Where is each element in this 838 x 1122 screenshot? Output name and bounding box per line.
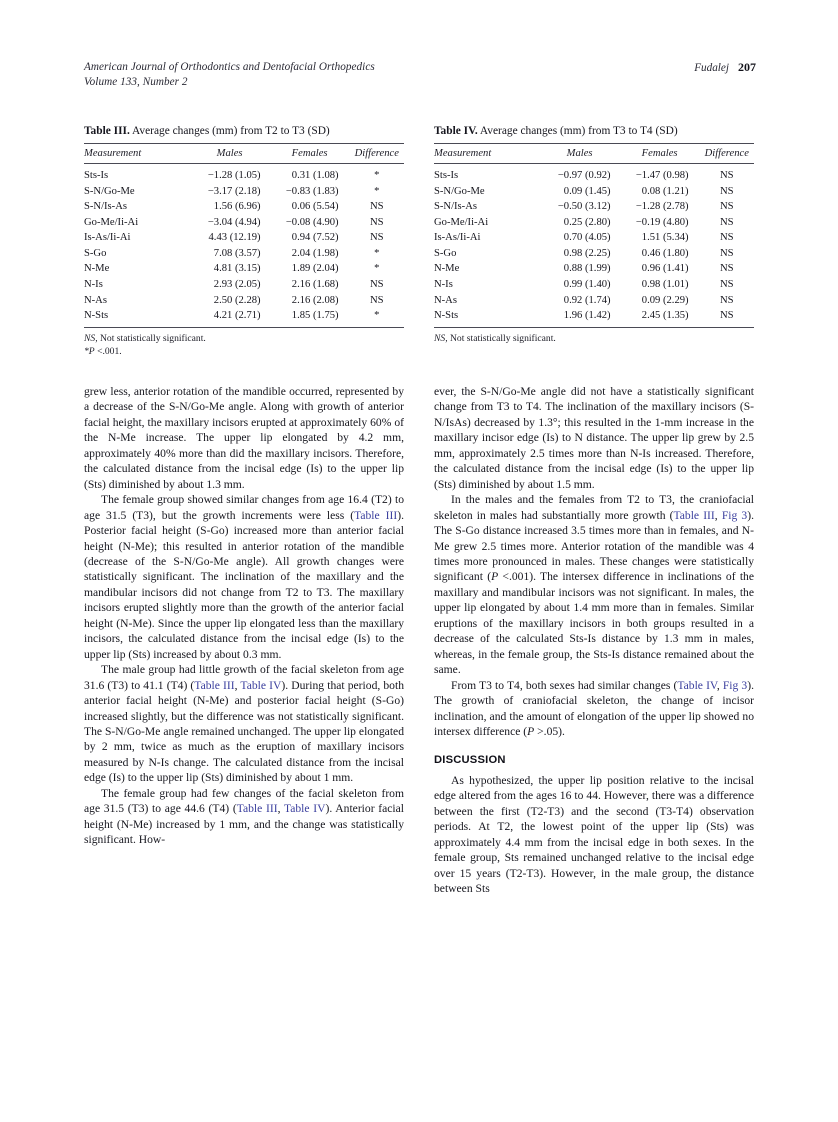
table-3-title: Average changes (mm) from T2 to T3 (SD) [132, 125, 330, 137]
cell-males [540, 246, 620, 262]
paragraph-text: , [234, 678, 241, 692]
paragraph-text: ). Anterior facial height (N-Me) increased by 1 mm, and the change was statistically significant. How- [84, 802, 404, 847]
footnote-ns-text: Not statistically significant. [447, 333, 556, 345]
table-3-col-males: Males [190, 144, 270, 164]
cell-females [270, 261, 350, 277]
cell-males-value: 0.25 (2.80) [563, 216, 611, 228]
paragraph-text: The female group had few changes of the facial skeleton from age 31.5 (T3) to age 44.6 (T4) ( [84, 786, 404, 816]
cell-females [270, 199, 350, 215]
cell-measurement: N-Me [84, 263, 110, 275]
cell-males [190, 308, 270, 328]
table-3-label: Table III. [84, 125, 130, 137]
paragraph-text: The male group had little growth of the facial skeleton from age 31.6 (T3) to 41.1 (T4) ( [84, 663, 404, 692]
stat-symbol-p: P [491, 570, 499, 584]
cell-difference: NS [720, 247, 734, 259]
paragraph-text: ). The growth of craniofacial skeleton, the change of incisor inclination, and the amount of elongation of the upper lip showed no intersex difference ( [434, 678, 754, 738]
cell-males-value: 0.92 (1.74) [563, 294, 611, 306]
table-4-body [434, 164, 754, 328]
table-4-caption [434, 124, 754, 138]
table-3-head [84, 144, 404, 164]
cell-difference: NS [720, 201, 734, 213]
cell-males [540, 164, 620, 184]
cell-males-value: 0.70 (4.05) [563, 232, 611, 244]
cell-males [540, 308, 620, 328]
table-3 [84, 124, 404, 358]
paragraph-text: >.05). [534, 724, 565, 738]
cell-difference: NS [370, 216, 384, 228]
cell-measurement: S-N/Is-As [434, 201, 477, 213]
cell-males [540, 215, 620, 231]
table-4-header-row [434, 144, 754, 164]
cell-females-value: 0.94 (7.52) [291, 232, 339, 244]
cell-males [540, 183, 620, 199]
cell-females [620, 292, 700, 308]
cell-males [540, 277, 620, 293]
cell-measurement: N-Is [84, 279, 103, 291]
running-head-journal-block [84, 60, 375, 90]
cell-males-value: 1.56 (6.96) [213, 201, 261, 213]
author-name: Fudalej [694, 62, 729, 74]
cell-difference: NS [370, 232, 384, 244]
paragraph [84, 786, 404, 848]
cell-females-value: 0.46 (1.80) [641, 247, 689, 259]
cell-difference: NS [720, 170, 734, 181]
table-row [84, 215, 404, 231]
cell-females [620, 164, 700, 184]
cell-females-value: 0.09 (2.29) [641, 294, 689, 306]
cell-difference: NS [720, 294, 734, 306]
cell-males [190, 164, 270, 184]
table-3-caption [84, 124, 404, 138]
cell-females-value: 0.96 (1.41) [641, 263, 689, 275]
volume-issue: Volume 133, Number 2 [84, 76, 188, 88]
cell-females [620, 215, 700, 231]
cell-males [540, 261, 620, 277]
cell-females [620, 199, 700, 215]
cell-females [270, 183, 350, 199]
paragraph [434, 678, 754, 740]
body-column-right [434, 384, 754, 897]
table-4-col-females: Females [620, 144, 700, 164]
footnote-ns-abbrev: NS, [84, 333, 98, 345]
xref-table-4[interactable]: Table IV [677, 678, 717, 692]
cell-females-value: 2.16 (1.68) [291, 279, 339, 291]
cell-males [540, 199, 620, 215]
cell-measurement: Sts-Is [84, 170, 109, 181]
cell-females-value: −0.19 (4.80) [635, 216, 689, 228]
cell-males-value: 0.09 (1.45) [563, 185, 611, 197]
table-row [434, 183, 754, 199]
table-row [434, 215, 754, 231]
table-row [84, 308, 404, 328]
cell-females-value: 0.06 (5.54) [291, 201, 339, 213]
table-row [434, 261, 754, 277]
table-row [434, 277, 754, 293]
table-row [84, 292, 404, 308]
cell-females-value: −0.83 (1.83) [285, 185, 339, 197]
footnote-ns [84, 333, 404, 345]
cell-females-value: 1.51 (5.34) [641, 232, 689, 244]
table-3-col-females: Females [270, 144, 350, 164]
section-heading-discussion: DISCUSSION [434, 754, 506, 767]
cell-females [620, 308, 700, 328]
cell-males-value: 4.43 (12.19) [208, 232, 261, 244]
cell-measurement: Go-Me/Ii-Ai [84, 216, 139, 228]
cell-females [270, 292, 350, 308]
table-row [434, 199, 754, 215]
table-row [434, 308, 754, 328]
cell-females [620, 246, 700, 262]
cell-measurement: N-Sts [84, 308, 190, 328]
cell-males [190, 199, 270, 215]
table-row [434, 164, 754, 184]
footnote-ns [434, 333, 754, 345]
cell-difference: * [374, 247, 380, 259]
running-head-author-block [694, 60, 756, 76]
cell-females-value: 0.31 (1.08) [291, 170, 339, 181]
cell-males [190, 277, 270, 293]
cell-females [270, 215, 350, 231]
cell-difference: NS [720, 216, 734, 228]
table-row [84, 261, 404, 277]
cell-females-value: −1.28 (2.78) [635, 201, 689, 213]
body-column-left [84, 384, 404, 848]
cell-females-value: 1.85 (1.75) [291, 310, 339, 322]
cell-measurement: S-Go [434, 247, 457, 259]
cell-difference: NS [370, 201, 384, 213]
cell-females-value: 0.98 (1.01) [641, 279, 689, 291]
table-3-body [84, 164, 404, 328]
cell-females [270, 246, 350, 262]
paragraph-text: From T3 to T4, both sexes had similar changes ( [451, 678, 678, 692]
cell-females-value: 0.08 (1.21) [641, 185, 689, 197]
table-4-footnotes [434, 333, 754, 345]
cell-measurement: S-N/Is-As [84, 201, 127, 213]
table-4-label: Table IV. [434, 125, 478, 137]
table-3-footnotes [84, 333, 404, 358]
cell-females [270, 277, 350, 293]
cell-measurement: Sts-Is [434, 170, 459, 181]
cell-females-value: −1.47 (0.98) [635, 170, 689, 181]
xref-table-3[interactable]: Table III [236, 802, 278, 816]
cell-males [540, 292, 620, 308]
cell-measurement: S-N/Go-Me [434, 185, 485, 197]
cell-males-value: 1.96 (1.42) [563, 310, 611, 322]
cell-females [270, 164, 350, 184]
cell-males [190, 261, 270, 277]
table-row [84, 230, 404, 246]
cell-males-value: −1.28 (1.05) [207, 170, 261, 181]
cell-females [270, 308, 350, 328]
cell-males-value: −3.04 (4.94) [207, 216, 261, 228]
cell-females [620, 183, 700, 199]
table-row [84, 246, 404, 262]
footnote-p [84, 346, 404, 358]
cell-males-value: −0.50 (3.12) [557, 201, 611, 213]
cell-difference: * [374, 170, 380, 181]
cell-females-value: 2.45 (1.35) [641, 310, 689, 322]
cell-difference: * [374, 185, 380, 197]
paragraph-text: , [277, 802, 284, 816]
table-4-grid [434, 143, 754, 328]
footnote-ns-text: Not statistically significant. [97, 333, 206, 345]
page-number: 207 [738, 60, 756, 74]
paragraph-text: In the males and the females from T2 to T3, the craniofacial skeleton in males had substantially more growth ( [434, 493, 754, 522]
cell-males [190, 215, 270, 231]
cell-difference: * [374, 263, 380, 275]
table-row [84, 277, 404, 293]
cell-difference: NS [720, 232, 734, 244]
cell-females-value: 2.16 (2.08) [291, 294, 339, 306]
cell-difference: NS [370, 279, 384, 291]
xref-table-3[interactable]: Table III [354, 508, 398, 522]
cell-females-value: −0.08 (4.90) [285, 216, 339, 228]
stat-symbol-p: P [527, 724, 535, 738]
cell-males [190, 292, 270, 308]
xref-table-3[interactable]: Table III [194, 678, 235, 692]
xref-table-4[interactable]: Table IV [240, 678, 282, 692]
cell-females [270, 230, 350, 246]
xref-table-4[interactable]: Table IV [283, 802, 326, 816]
table-row [84, 199, 404, 215]
cell-females [620, 261, 700, 277]
paragraph: As hypothesized, the upper lip position relative to the incisal edge altered from the ages 16 to 44. However, there was a difference between the first (T2-T3) and the second (T3-T4) observation periods. At T2, the lowest point of the upper lip (Sts) was approximately 4.4 mm from the incisal edge in both sexes. In the female group, Sts remained unchanged relative to the incisal edge over 15 years (T2-T3). However, in the male group, the distance between Sts [434, 773, 754, 896]
table-4-col-males: Males [540, 144, 620, 164]
cell-difference: NS [720, 279, 734, 291]
table-row [434, 230, 754, 246]
footnote-p-text: <.001. [94, 345, 122, 357]
table-row [84, 164, 404, 184]
cell-males-value: 4.21 (2.71) [213, 310, 261, 322]
cell-difference: NS [370, 294, 384, 306]
xref-table-3[interactable]: Table III [673, 508, 715, 522]
journal-title: American Journal of Orthodontics and Dentofacial Orthopedics [84, 61, 375, 73]
cell-males [190, 246, 270, 262]
paragraph-text: ). During that period, both anterior facial height (N-Me) and posterior facial height (S-Go) increased slightly, but the difference was not statistically significant. The S-N/Go-Me angle remained unchanged. The upper lip elongated by 2 mm, twice as much as the eruption of maxillary incisors measured by N-Is change. The calculated distance from the incisal edge (Is) to the upper lip (Sts) diminished by about 1 mm. [84, 678, 404, 785]
cell-measurement: Is-As/Ii-Ai [434, 232, 481, 244]
cell-measurement: N-As [84, 294, 107, 306]
paragraph [434, 492, 754, 677]
paragraph [84, 492, 404, 662]
cell-measurement: S-N/Go-Me [84, 185, 135, 197]
cell-females-value: 2.04 (1.98) [291, 247, 339, 259]
table-3-grid [84, 143, 404, 328]
footnote-p-symbol: *P [84, 345, 95, 357]
cell-measurement: Go-Me/Ii-Ai [434, 216, 489, 228]
cell-males [540, 230, 620, 246]
table-4-title: Average changes (mm) from T3 to T4 (SD) [479, 125, 678, 137]
paragraph-text: The female group showed similar changes from age 16.4 (T2) to age 31.5 (T3), but the growth increments were less ( [84, 493, 404, 522]
cell-females-value: 1.89 (2.04) [291, 263, 339, 275]
table-row [434, 246, 754, 262]
cell-males-value: 2.93 (2.05) [213, 279, 261, 291]
table-4-col-measurement: Measurement [434, 144, 540, 164]
cell-females [620, 277, 700, 293]
table-row [434, 292, 754, 308]
cell-difference: NS [720, 263, 734, 275]
table-3-col-difference: Difference [350, 144, 404, 164]
cell-measurement: Is-As/Ii-Ai [84, 232, 131, 244]
xref-figure-3[interactable]: Fig 3 [722, 678, 748, 692]
table-4-col-difference: Difference [700, 144, 754, 164]
cell-males-value: 7.08 (3.57) [213, 247, 261, 259]
cell-measurement: N-Sts [434, 308, 540, 328]
paragraph-text: , [716, 678, 723, 692]
paragraph [84, 662, 404, 786]
table-3-col-measurement: Measurement [84, 144, 190, 164]
cell-males-value: 4.81 (3.15) [213, 263, 261, 275]
cell-difference: NS [720, 185, 734, 197]
table-row [84, 183, 404, 199]
cell-males-value: 0.98 (2.25) [563, 247, 611, 259]
paragraph-text: , [714, 508, 722, 522]
paragraph-text: <.001). The intersex difference in inclinations of the maxillary and mandibular incisors was not significant. In males, the upper lip elongated by about 1.4 mm more than in females. Similar eruptions of the maxillary incisors in both groups resulted in a decrease of the calculated Sts-Is distance by 1.3 mm in males, whereas, in the female group, the Sts-Is distance remained about the same. [434, 570, 755, 677]
running-head [84, 60, 756, 94]
cell-difference: NS [700, 308, 754, 328]
paragraph: grew less, anterior rotation of the mandible occurred, represented by a decrease of the S-N/Go-Me angle. Along with growth of anterior facial height, the maxillary incisors erupted at approximately 60% of the N-Me increase. The upper lip elongated by 4.2 mm, approximately 40% more than did the maxillary incisors. Therefore, the calculated distance from the incisal edge (Is) to the upper lip (Sts) diminished by about 1.3 mm. [84, 385, 404, 491]
cell-females [620, 230, 700, 246]
table-4 [434, 124, 754, 346]
cell-measurement: S-Go [84, 247, 107, 259]
xref-figure-3[interactable]: Fig 3 [721, 508, 748, 522]
cell-measurement: N-Is [434, 279, 453, 291]
table-3-header-row [84, 144, 404, 164]
cell-males [190, 183, 270, 199]
table-4-head [434, 144, 754, 164]
cell-males [190, 230, 270, 246]
paragraph-text: ). Posterior facial height (S-Go) increased more than anterior facial height (N-Me); this resulted in anterior rotation of the mandible (decrease of the S-N/Go-Me angle). All growth changes were statistically significant. The inclination of the maxillary and the mandibular incisors did not change from T2 to T3. The maxillary incisors erupted slightly more than the growth of the anterior facial height (N-Me). Since the upper lip elongated less than the maxillary incisors, the calculated distance from the incisal edge (Is) to the upper lip (Sts) increased by about 0.3 mm. [84, 508, 404, 661]
cell-measurement: N-As [434, 294, 457, 306]
cell-males-value: −0.97 (0.92) [557, 170, 611, 181]
cell-males-value: −3.17 (2.18) [207, 185, 261, 197]
cell-males-value: 0.99 (1.40) [563, 279, 611, 291]
footnote-ns-abbrev: NS, [434, 333, 448, 345]
cell-males-value: 0.88 (1.99) [563, 263, 611, 275]
cell-difference: * [350, 308, 404, 328]
cell-males-value: 2.50 (2.28) [213, 294, 261, 306]
paragraph-text: ). The S-Go distance increased 3.5 times more than in females, and N-Me grew 2.5 times more. Anterior rotation of the mandible was 4 times more pronounced in males. These changes were statistically significant ( [434, 508, 754, 584]
cell-measurement: N-Me [434, 263, 460, 275]
paragraph: ever, the S-N/Go-Me angle did not have a statistically significant change from T3 to T4. The inclination of the maxillary incisors (S-N/IsAs) decreased by 1.3°; this resulted in the 1-mm increase in the maxillary incisor edge (Is) to N distance. The upper lip grew by 2.5 mm, approximately 2.5 times more than N-Is increased. Therefore, the calculated distance from the incisal edge (Is) to the upper lip (Sts) diminished by about 1.5 mm. [434, 385, 754, 491]
